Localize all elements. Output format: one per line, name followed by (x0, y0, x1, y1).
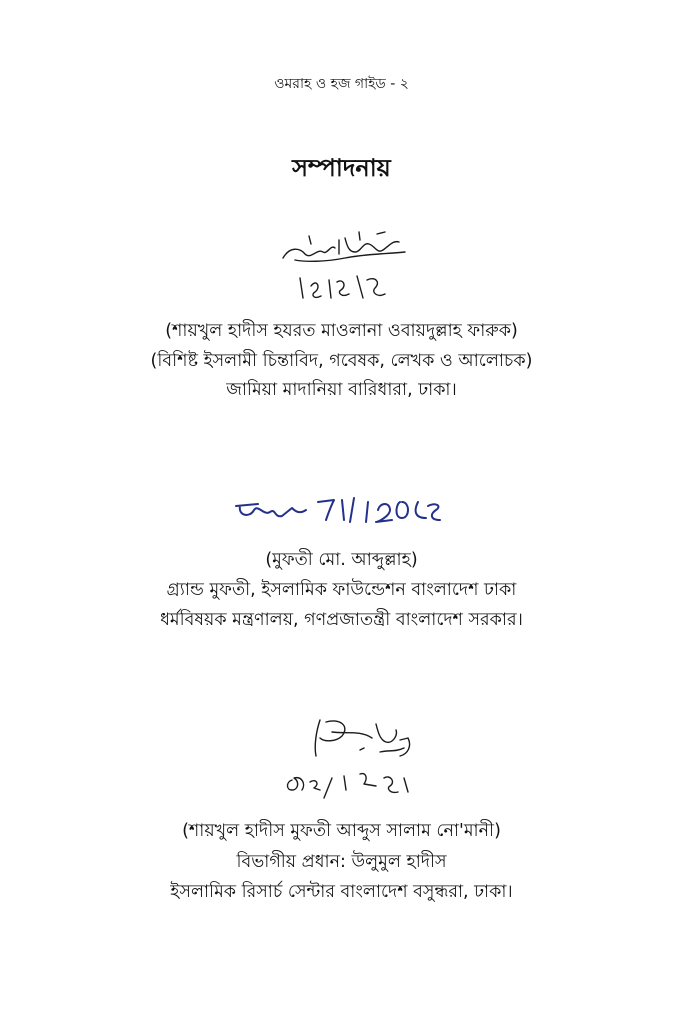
editor-2-name: (মুফতী মো. আব্দুল্লাহ) (265, 550, 418, 570)
editor-3-signature (280, 712, 430, 807)
page-title: সম্পাদনায় (292, 154, 391, 182)
editor-3-title: বিভাগীয় প্রধান: উলুমুল হাদীস (236, 852, 447, 872)
editor-2-signature (230, 488, 470, 528)
running-header: ওমরাহ ও হজ গাইড - ২ (274, 76, 409, 92)
editor-2-affiliation: ধর্মবিষয়ক মন্ত্রণালয়, গণপ্রজাতন্ত্রী বাংলাদেশ সরকার। (160, 610, 523, 630)
editor-1-signature (265, 218, 415, 308)
editor-1-name: (শায়খুল হাদীস হযরত মাওলানা ওবায়দুল্লাহ ফারুক) (165, 321, 518, 341)
editor-3-affiliation: ইসলামিক রিসার্চ সেন্টার বাংলাদেশ বসুন্ধরা, ঢাকা। (170, 882, 513, 902)
editor-1-affiliation: জামিয়া মাদানিয়া বারিধারা, ঢাকা। (226, 380, 457, 400)
editor-2-title: গ্র্যান্ড মুফতী, ইসলামিক ফাউন্ডেশন বাংলাদেশ ঢাকা (166, 580, 517, 600)
editor-3-name: (শায়খুল হাদীস মুফতী আব্দুস সালাম নো'মানী) (182, 821, 501, 841)
editor-1-title: (বিশিষ্ট ইসলামী চিন্তাবিদ, গবেষক, লেখক ও আলোচক) (150, 351, 533, 371)
